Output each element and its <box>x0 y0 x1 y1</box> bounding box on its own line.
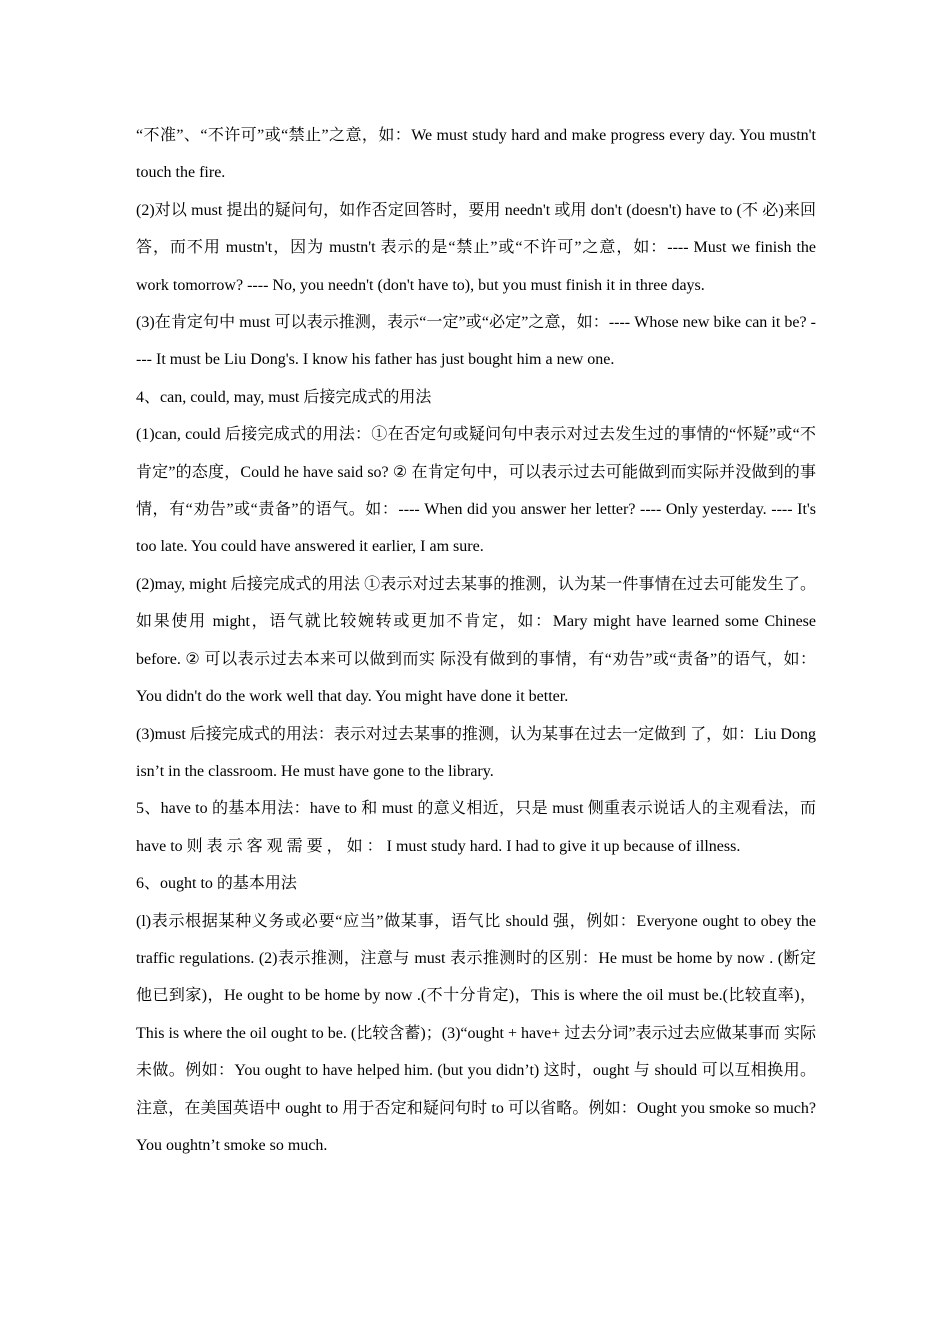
paragraph-must-prohibition: “不准”、“不许可”或“禁止”之意，如：We must study hard and make progress every day. You mustn't touch the fire. <box>136 127 816 182</box>
paragraph-ought-to-usage: (l)表示根据某种义务或必要“应当”做某事，语气比 should 强，例如：Everyone ought to obey the traffic regulations. (2)表示推测，注意与 must 表示推测时的区别：He must be home by now . (断定他已到家)，He ought to be home by now .(不十分肯定)，This is where the oil must be.(比较直率)，This is where the oil ought to be. (比较含蓄)；(3)“ought + have+ 过去分词”表示过去应做某事而 实际未做。例如：You ought to have helped him. (but you didn’t) 这时，ought 与 should 可以互相换用。注意，在美国英语中 ought to 用于否定和疑问句时 to 可以省略。例如：Ought you smoke so much? You oughtn’t smoke so much. <box>136 912 816 1154</box>
paragraph-must-negative-answer: (2)对以 must 提出的疑问句，如作否定回答时，要用 needn't 或用 don't (doesn't) have to (不 必)来回答，而不用 mustn't，因为 mustn't 表示的是“禁止”或“不许可”之意，如：---- Must we finish the work tomorrow? ---- No, you needn't (don't have to), but you must finish it in three days. <box>136 201 816 294</box>
section-heading-6: 6、ought to 的基本用法 <box>136 875 297 893</box>
section-heading-4: 4、can, could, may, must 后接完成式的用法 <box>136 388 432 406</box>
paragraph-must-inference: (3)在肯定句中 must 可以表示推测，表示“一定”或“必定”之意，如：---- Whose new bike can it be? ---- It must be Liu Dong's. I know his father has just bought him a new one. <box>136 314 816 369</box>
paragraph-have-to-usage: 5、have to 的基本用法：have to 和 must 的意义相近，只是 must 侧重表示说话人的主观看法，而 have to 则 表 示 客 观 需 要 ， 如 ： I must study hard. I had to give it up because of illness. <box>136 800 816 855</box>
paragraph-must-perfect: (3)must 后接完成式的用法：表示对过去某事的推测，认为某事在过去一定做到 了，如：Liu Dong isn’t in the classroom. He must have gone to the library. <box>136 725 816 780</box>
paragraph-may-might-perfect: (2)may, might 后接完成式的用法 ①表示对过去某事的推测，认为某一件事情在过去可能发生了。如果使用 might，语气就比较婉转或更加不肯定，如：Mary might have learned some Chinese before. ② 可以表示过去本来可以做到而实 际没有做到的事情，有“劝告”或“责备”的语气，如：You didn't do the work well that day. You might have done it better. <box>136 575 816 706</box>
document-body <box>136 117 816 1164</box>
paragraph-can-could-perfect: (1)can, could 后接完成式的用法：①在否定句或疑问句中表示对过去发生过的事情的“怀疑”或“不肯定”的态度，Could he have said so? ② 在肯定句中，可以表示过去可能做到而实际并没做到的事情，有“劝告”或“责备”的语气。如：---- When did you answer her letter? ---- Only yesterday. ---- It's too late. You could have answered it earlier, I am sure. <box>136 426 816 556</box>
